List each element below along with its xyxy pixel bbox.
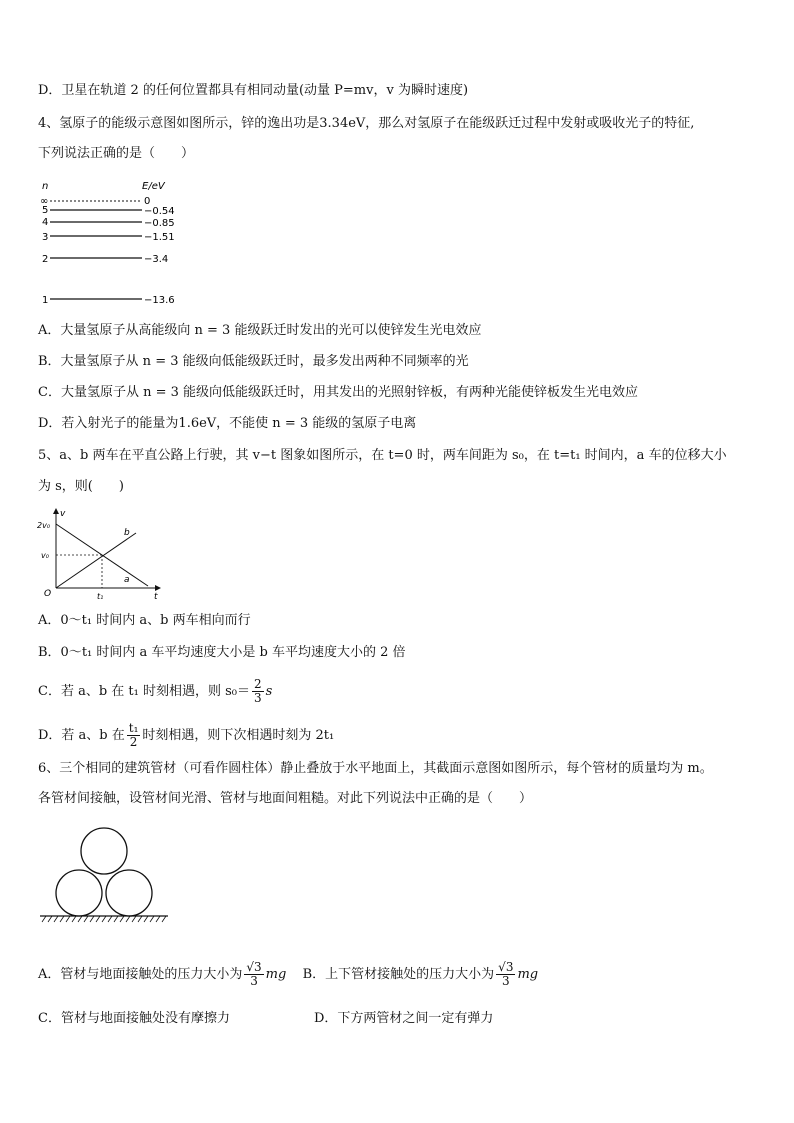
q6-option-b-num: √3 [498, 960, 514, 974]
q6-stem-line2: 各管材间接触，设管材间光滑、管材与地面间粗糙。对此下列说法中正确的是（ ） [38, 791, 533, 806]
q6-option-b-unit: mg [517, 967, 539, 982]
q6-option-b-fraction [496, 961, 515, 988]
level-5 [42, 205, 175, 217]
q4-stem-line2: 下列说法正确的是（ ） [38, 146, 195, 161]
pipe-bottom-left [56, 870, 102, 916]
tick-t1: t₁ [97, 592, 104, 601]
level-1-e: −13.6 [144, 295, 175, 306]
q5-option-c-fraction [252, 678, 264, 705]
level-inf-n: ∞ [40, 196, 49, 207]
t-axis-label: t [154, 592, 158, 602]
q4-option-b: B．大量氢原子从 n = 3 能级向低能级跃迁时，最多发出两种不同频率的光 [38, 354, 469, 369]
level-inf-e: 0 [144, 196, 151, 207]
q5-option-c-text: C．若 a、b 在 t₁ 时刻相遇，则 s₀＝ [38, 684, 250, 699]
level-3 [42, 232, 175, 243]
q6-option-d: D．下方两管材之间一定有弹力 [314, 1011, 494, 1026]
q5-option-d-fraction [127, 722, 141, 749]
q5-option-d [38, 722, 334, 749]
q6-option-a-num: √3 [246, 960, 262, 974]
q6-stem-line1: 6、三个相同的建筑管材（可看作圆柱体）静止叠放于水平地面上，其截面示意图如图所示，每个管材的质量均为 m。 [38, 761, 713, 776]
level-4-e: −0.85 [144, 218, 175, 229]
energy-level-diagram [38, 178, 198, 310]
q6-option-a-fraction [244, 961, 263, 988]
level-2 [42, 254, 168, 265]
q5-option-c-var: s [265, 684, 273, 699]
q5-option-c-num: 2 [254, 677, 262, 691]
q5-option-c-den: 3 [254, 691, 262, 705]
tick-2v0: 2v₀ [37, 521, 51, 530]
level-5-e: −0.54 [144, 206, 175, 217]
level-4 [42, 217, 175, 229]
q6-option-c: C．管材与地面接触处没有摩擦力 [38, 1011, 230, 1026]
q4-option-d: D．若入射光子的能量为1.6eV，不能使 n = 3 能级的氢原子电离 [38, 416, 417, 431]
q5-option-d-rest: 时刻相遇，则下次相遇时刻为 2t₁ [142, 728, 335, 743]
vt-graph [36, 506, 166, 602]
level-4-n: 4 [42, 217, 49, 228]
level-2-n: 2 [42, 254, 49, 265]
q5-option-b: B．0～t₁ 时间内 a 车平均速度大小是 b 车平均速度大小的 2 倍 [38, 645, 406, 660]
line-b-label: b [124, 528, 130, 538]
q6-option-ab-row [38, 961, 538, 988]
q4-stem-line1: 4、氢原子的能级示意图如图所示，锌的逸出功是3.34eV，那么对氢原子在能级跃迁过程中发射或吸收光子的特征, [38, 116, 695, 131]
q6-option-a-den: 3 [250, 974, 258, 988]
q6-option-a-text: A．管材与地面接触处的压力大小为 [38, 967, 243, 982]
q6-option-a-unit: mg [265, 967, 287, 982]
q5-option-c [38, 678, 272, 705]
q4-option-c: C．大量氢原子从 n = 3 能级向低能级跃迁时，用其发出的光照射锌板，有两种光能使锌板发生光电效应 [38, 385, 639, 400]
q3-option-d: D．卫星在轨道 2 的任何位置都具有相同动量(动量 P=mv，v 为瞬时速度) [38, 83, 469, 98]
origin-label: O [44, 589, 52, 599]
tick-v0: v₀ [41, 551, 49, 560]
q5-option-d-num: t₁ [128, 721, 139, 735]
q5-option-d-text: D．若 a、b 在 [38, 728, 125, 743]
q4-option-a: A．大量氢原子从高能级向 n = 3 能级跃迁时发出的光可以使锌发生光电效应 [38, 323, 482, 338]
level-3-e: −1.51 [144, 232, 175, 243]
q5-stem-line2: 为 s，则( ) [38, 479, 124, 494]
e-header: E/eV [142, 181, 165, 192]
pipe-top [81, 828, 127, 874]
n-header: n [42, 181, 49, 192]
level-inf [40, 196, 150, 207]
level-3-n: 3 [42, 232, 49, 243]
level-2-e: −3.4 [144, 254, 169, 265]
level-5-n: 5 [42, 205, 49, 216]
q6-option-b-text: B．上下管材接触处的压力大小为 [302, 967, 495, 982]
level-1-n: 1 [42, 295, 49, 306]
ground-hatching [42, 916, 166, 922]
level-1 [42, 295, 175, 306]
q6-option-b-den: 3 [501, 974, 510, 988]
q5-stem-line1: 5、a、b 两车在平直公路上行驶，其 v−t 图象如图所示，在 t=0 时，两车间距为 s₀，在 t=t₁ 时间内，a 车的位移大小 [38, 448, 727, 463]
pipe-bottom-right [106, 870, 152, 916]
q5-option-a: A．0～t₁ 时间内 a、b 两车相向而行 [38, 613, 251, 628]
v-axis-label: v [60, 509, 66, 519]
line-a-label: a [124, 575, 130, 585]
pipes-diagram [38, 824, 172, 924]
q5-option-d-den: 2 [129, 735, 138, 749]
